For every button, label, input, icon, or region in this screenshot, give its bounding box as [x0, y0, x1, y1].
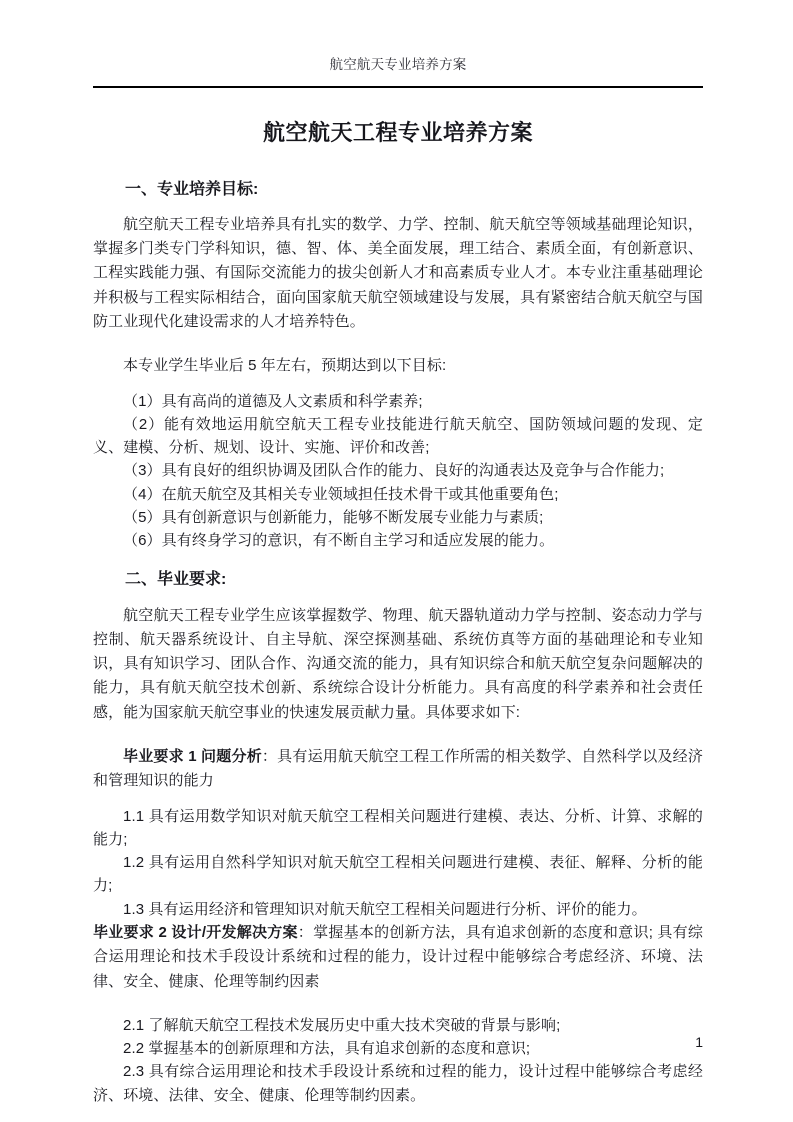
objective-item-3: （3）具有良好的组织协调及团队合作的能力、良好的沟通表达及竞争与合作能力; [123, 462, 665, 480]
section-heading-2: 二、毕业要求: [125, 571, 227, 589]
section1-paragraph-2: 本专业学生毕业后 5 年左右，预期达到以下目标: [123, 357, 447, 375]
spacer [93, 552, 703, 568]
objective-item-2: （2）能有效地运用航空航天工程专业技能进行航天航空、国防领域问题的发现、定义、建模、分析、规划、设计、实施、评价和改善; [93, 415, 703, 457]
objective-item-4: （4）在航天航空及其相关专业领域担任技术骨干或其他重要角色; [123, 485, 559, 503]
objective-item-5: （5）具有创新意识与创新能力，能够不断发展专业能力与素质; [123, 508, 544, 526]
section-heading-1: 一、专业培养目标: [125, 180, 259, 198]
spacer [93, 1005, 703, 1014]
requirement-1-item-2: 1.2 具有运用自然科学知识对航天航空工程相关问题进行建模、表征、解释、分析的能力; [93, 854, 703, 895]
section1-paragraph-1: 航空航天工程专业培养具有扎实的数学、力学、控制、航天航空等领域基础理论知识，掌握多门类专门学科知识，德、智、体、美全面发展，理工结合、素质全面，有创新意识、工程实践能力强、有国际交流能力的拔尖创新人才和高素质专业人才。本专业注重基础理论并积极与工程实际相结合，面向国家航天航空领域建设与发展，具有紧密结合航天航空与国防工业现代化建设需求的人才培养特色。 [93, 215, 703, 331]
running-header: 航空航天专业培养方案 [329, 57, 467, 72]
page-number: 1 [695, 1034, 703, 1050]
objective-item-6: （6）具有终身学习的意识，有不断自主学习和适应发展的能力。 [123, 532, 555, 550]
requirement-2-heading [93, 921, 703, 994]
requirement-2-item-2: 2.2 掌握基本的创新原理和方法，具有追求创新的态度和意识; [123, 1040, 531, 1058]
requirement-2-item-1: 2.1 了解航天航空工程技术发展历史中重大技术突破的背景与影响; [123, 1016, 561, 1034]
spacer [93, 345, 703, 354]
requirement-2-body: 掌握基本的创新方法，具有追求创新的态度和意识; 具有综合运用理论和技术手段设计系统和过程的能力，设计过程中能够综合考虑经济、环境、法律、安全、健康、伦理等制约因素 [93, 923, 703, 990]
objective-item-1: （1）具有高尚的道德及人文素质和科学素养; [123, 392, 423, 410]
requirement-1-heading [93, 745, 703, 794]
section2-paragraph-1: 航空航天工程专业学生应该掌握数学、物理、航天器轨道动力学与控制、姿态动力学与控制、航天器系统设计、自主导航、深空探测基础、系统仿真等方面的基础理论和专业知识，具有知识学习、团队合作、沟通交流的能力，具有知识综合和航天航空复杂问题解决的能力，具有航天航空技术创新、系统综合设计分析能力。具有高度的科学素养和社会责任感，能为国家航天航空事业的快速发展贡献力量。具体要求如下: [93, 606, 703, 721]
header-divider-rule [93, 86, 703, 88]
requirement-2-item-3: 2.3 具有综合运用理论和技术手段设计系统和过程的能力，设计过程中能够综合考虑经济、环境、法律、安全、健康、伦理等制约因素。 [93, 1063, 703, 1104]
document-body [93, 118, 703, 1107]
requirement-1-item-3: 1.3 具有运用经济和管理知识对航天航空工程相关问题进行分析、评价的能力。 [123, 900, 647, 918]
requirement-1-label: 毕业要求 1 问题分析 [123, 748, 262, 766]
requirement-1-body: 具有运用航天航空工程工作所需的相关数学、自然科学以及经济和管理知识的能力 [93, 748, 703, 790]
requirement-1-colon: ： [261, 748, 278, 766]
requirement-2-colon: ： [297, 923, 314, 941]
page-title: 航空航天工程专业培养方案 [262, 120, 533, 145]
requirement-1-item-1: 1.1 具有运用数学知识对航天航空工程相关问题进行建模、表达、分析、计算、求解的能力; [93, 807, 703, 848]
requirement-2-label: 毕业要求 2 设计/开发解决方案 [93, 923, 298, 941]
spacer [93, 736, 703, 745]
